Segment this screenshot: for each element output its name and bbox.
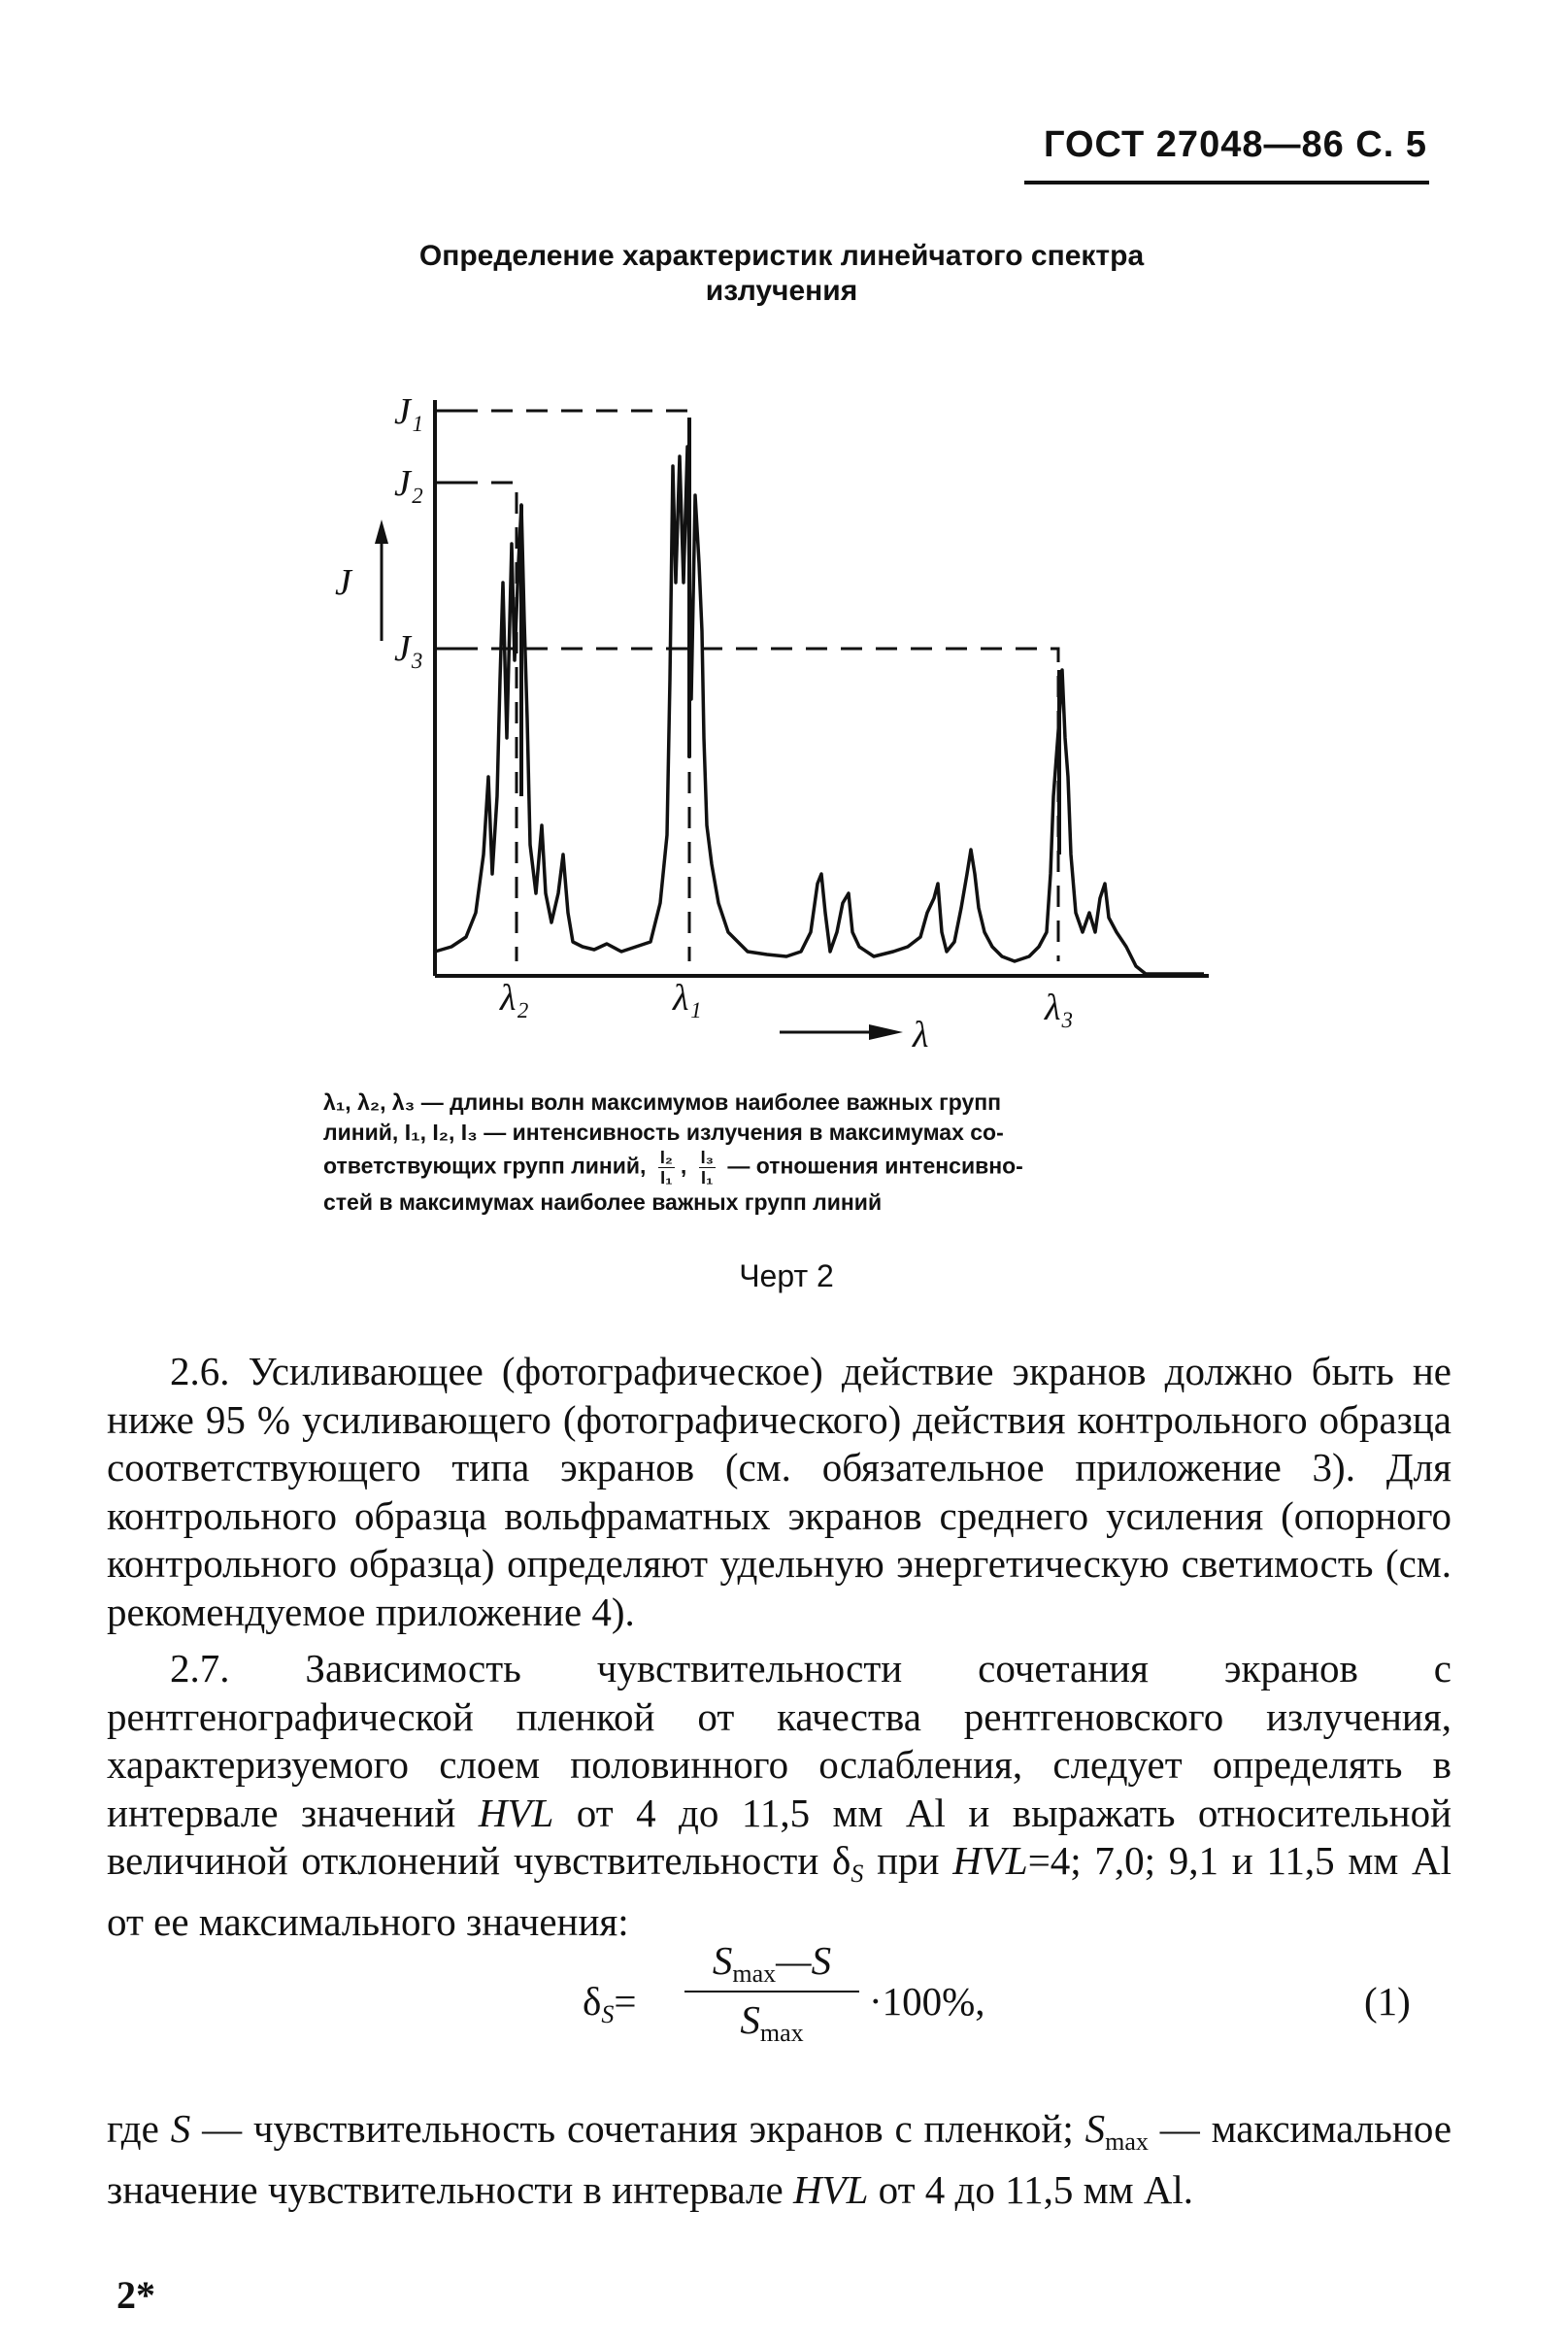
where-smax-sub: max <box>1105 2127 1149 2156</box>
label-j2: J₂ <box>394 463 424 504</box>
label-lambda2: λ₂ <box>500 978 529 1019</box>
formula-num-rest: —S <box>776 1938 832 1983</box>
formula-denominator <box>684 1992 859 2048</box>
caption-line4: стей в максимумах наиболее важных групп линий <box>323 1189 883 1215</box>
formula-lhs-sub: S <box>601 2000 615 2028</box>
where-b: — чувствительность сочетания экранов с пленкой; <box>202 2106 1074 2151</box>
formula-fraction <box>684 1937 859 2048</box>
p27-delta-symbol: δ <box>832 1838 851 1883</box>
p27-delta-sub: S <box>851 1859 864 1888</box>
p27-hvl-1: HVL <box>478 1790 554 1835</box>
formula-1 <box>583 1937 1437 2063</box>
frac2-num: I₃ <box>700 1148 714 1167</box>
fraction-i3-i1 <box>699 1148 716 1188</box>
label-lambda-axis: λ <box>913 1015 929 1055</box>
caption-line3-end: — отношения интенсивно- <box>727 1153 1023 1179</box>
caption-line3: ответствующих групп линий, $\frac{\text{I₂}}{\text{I₁}}$ , $\frac{\text{I₃}}{\text{I₁}}$ — отношения интенсивно- <box>323 1148 1023 1188</box>
j-axis-arrowhead <box>375 519 388 544</box>
p27-text-d: =4; 7,0; 9,1 и 11,5 мм Al от ее максимального значения: <box>107 1838 1452 1944</box>
caption-line1: λ₁, λ₂, λ₃ — длины волн максимумов наиболее важных групп <box>323 1089 1002 1115</box>
where-hvl: HVL <box>792 2166 869 2212</box>
label-lambda1: λ₁ <box>673 978 702 1019</box>
paragraph-2-6 <box>107 1348 1451 1636</box>
caption-line3-start: ответствующих групп линий, <box>323 1153 647 1179</box>
where-s: S <box>170 2106 191 2151</box>
figure-label: Черт 2 <box>739 1258 834 1293</box>
formula-lhs <box>583 1978 636 2029</box>
fraction-i2-i1 <box>658 1148 675 1188</box>
label-j1: J₁ <box>394 391 424 432</box>
where-c: — максимальное значение чувствительности в интервале <box>107 2106 1452 2212</box>
formula-num-s: S <box>712 1938 733 1983</box>
peak-strokes <box>521 418 1059 854</box>
caption-line2: линий, I₁, I₂, I₃ — интенсивность излучения в максимумах со- <box>323 1120 1004 1145</box>
page-footer-mark: 2* <box>117 2273 155 2317</box>
formula-den-s: S <box>740 1997 760 2042</box>
p27-text-b: от 4 до 11,5 мм Al и выражать относительной величиной отклонений чувствительности <box>107 1790 1452 1883</box>
formula-delta: δ <box>583 1979 602 2024</box>
paragraph-2-6-text: 2.6. Усиливающее (фотографическое) действие экранов должно быть не ниже 95 % усиливающего (фотографического) действия контрольного образца соответствующего типа экранов (см. обязательное приложение 3). Для контрольного образца вольфраматных экранов среднего усиления (опорного контрольного образца) определяют удельную энергетическую светимость (см. рекомендуемое приложение 4). <box>107 1349 1451 1634</box>
label-j-axis: J <box>335 562 351 603</box>
frac2-den: I₁ <box>701 1168 714 1188</box>
paragraph-2-7 <box>107 1645 1451 1946</box>
where-smax: S <box>1084 2106 1106 2151</box>
label-j3: J₃ <box>394 628 424 669</box>
p27-delta <box>832 1838 864 1888</box>
lambda-arrowhead <box>869 1024 903 1040</box>
spectrum-chart <box>0 0 1568 1078</box>
p27-text-a: 2.7. Зависимость чувствительности сочетания экранов с рентгенографической пленкой от качества рентгеновского излучения, характеризуемого слоем половинного ослабления, следует определять в интервале значений <box>107 1646 1451 1835</box>
dashed-guide-j3 <box>456 649 1058 961</box>
formula-rhs: ·100%, <box>869 1979 985 2024</box>
formula-eq: = <box>614 1979 637 2024</box>
where-d: от 4 до 11,5 мм Al. <box>878 2166 1194 2212</box>
page-header: ГОСТ 27048—86 С. 5 <box>1043 124 1427 165</box>
figure-caption <box>323 1088 1248 1218</box>
figure-title-line2: излучения <box>705 275 858 307</box>
frac1-den: I₁ <box>660 1168 673 1188</box>
formula-den-sub: max <box>759 2019 804 2047</box>
p27-hvl-2: HVL <box>952 1838 1028 1883</box>
figure-title-line1: Определение характеристик линейчатого спектра <box>418 240 1145 272</box>
paragraph-where <box>107 2105 1451 2214</box>
p27-text-c: при <box>877 1838 940 1883</box>
spectrum-curve <box>435 447 1204 974</box>
label-lambda3: λ₃ <box>1045 988 1074 1028</box>
dashed-guide-j1 <box>456 411 689 961</box>
formula-num-sub: max <box>732 1959 777 1988</box>
where-a: где <box>107 2106 159 2151</box>
formula-numerator <box>684 1937 859 1992</box>
formula-number: (1) <box>1364 1979 1411 2024</box>
frac1-num: I₂ <box>659 1148 673 1167</box>
